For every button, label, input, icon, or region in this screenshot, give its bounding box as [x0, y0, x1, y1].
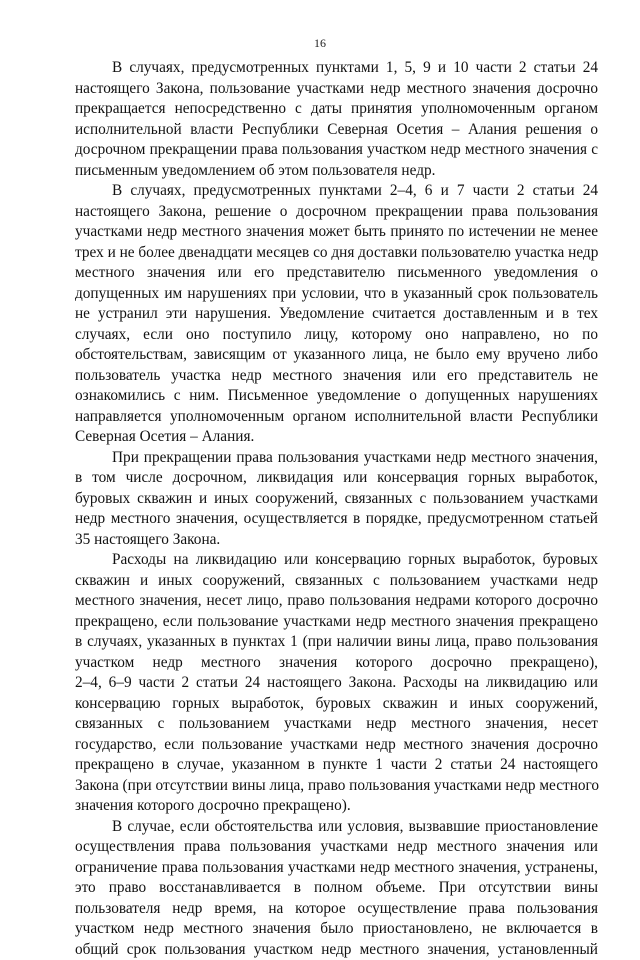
- text-line: пользователь участка недр местного значения или его представитель не: [75, 366, 598, 387]
- text-line: в случаях, указанных в пунктах 1 (при наличии вины лица, право пользования: [75, 632, 598, 653]
- paragraph: [75, 181, 598, 448]
- text-line: буровых скважин и иных сооружений, связанных с пользованием участками: [75, 489, 598, 510]
- text-line: досрочном прекращении права пользования участком недр местного значения с: [75, 140, 598, 161]
- text-line: местного значения, несет лицо, право пользования недрами которого досрочно: [75, 591, 598, 612]
- text-line: не устранил эти нарушения. Уведомление считается доставленным и в тех: [75, 304, 598, 325]
- text-line: Расходы на ликвидацию или консервацию горных выработок, буровых: [75, 550, 598, 571]
- text-line: исполнительной власти Республики Северная Осетия – Алания решения о: [75, 120, 598, 141]
- text-line: это право восстанавливается в полном объеме. При отсутствии вины: [75, 878, 598, 899]
- text-line: пользователя недр время, на которое осуществление права пользования: [75, 899, 598, 920]
- text-line: В случае, если обстоятельства или условия, вызвавшие приостановление: [75, 817, 598, 838]
- text-line: допущенных им нарушениях при условии, что в указанный срок пользователь: [75, 284, 598, 305]
- text-line: участком недр местного значения было приостановлено, не включается в: [75, 919, 598, 940]
- text-line: настоящего Закона, пользование участками недр местного значения досрочно: [75, 79, 598, 100]
- text-line: обстоятельствам, зависящим от указанного лица, не было ему вручено либо: [75, 345, 598, 366]
- page-number: 16: [0, 36, 640, 51]
- text-line: 35 настоящего Закона.: [75, 530, 598, 551]
- text-line: трех и не более двенадцати месяцев со дня доставки пользователю участка недр: [75, 243, 598, 264]
- paragraph: [75, 58, 598, 181]
- text-line: значения которого досрочно прекращено).: [75, 796, 598, 817]
- paragraph: [75, 550, 598, 817]
- document-body: [75, 58, 598, 960]
- text-line: общий срок пользования участком недр местного значения, установленный: [75, 940, 598, 960]
- text-line: скважин и иных сооружений, связанных с пользованием участками недр: [75, 571, 598, 592]
- paragraph: [75, 448, 598, 551]
- text-line: Северная Осетия – Алания.: [75, 427, 598, 448]
- text-line: в том числе досрочном, ликвидация или консервация горных выработок,: [75, 468, 598, 489]
- text-line: недр местного значения, осуществляется в порядке, предусмотренном статьей: [75, 509, 598, 530]
- text-line: государство, если пользование участками недр местного значения досрочно: [75, 735, 598, 756]
- text-line: консервацию горных выработок, буровых скважин и иных сооружений,: [75, 694, 598, 715]
- text-line: участками недр местного значения может быть принято по истечении не менее: [75, 222, 598, 243]
- text-line: прекращается непосредственно с даты принятия уполномоченным органом: [75, 99, 598, 120]
- text-line: В случаях, предусмотренных пунктами 2–4, 6 и 7 части 2 статьи 24: [75, 181, 598, 202]
- text-line: 2–4, 6–9 части 2 статьи 24 настоящего Закона. Расходы на ликвидацию или: [75, 673, 598, 694]
- text-line: ограничение права пользования участками недр местного значения, устранены,: [75, 858, 598, 879]
- text-line: В случаях, предусмотренных пунктами 1, 5, 9 и 10 части 2 статьи 24: [75, 58, 598, 79]
- text-line: случаях, если оно поступило лицу, которому оно направлено, но по: [75, 325, 598, 346]
- text-line: Закона (при отсутствии вины лица, право пользования участками недр местного: [75, 776, 598, 797]
- text-line: осуществления права пользования участками недр местного значения или: [75, 837, 598, 858]
- text-line: местного значения или его представителю письменного уведомления о: [75, 263, 598, 284]
- text-line: прекращено в случае, указанном в пункте 1 части 2 статьи 24 настоящего: [75, 755, 598, 776]
- text-line: ознакомились с ним. Письменное уведомление о допущенных нарушениях: [75, 386, 598, 407]
- text-line: письменным уведомлением об этом пользователя недр.: [75, 161, 598, 182]
- text-line: прекращено, если пользование участками недр местного значения прекращено: [75, 612, 598, 633]
- text-line: участком недр местного значения которого досрочно прекращено),: [75, 653, 598, 674]
- text-line: При прекращении права пользования участками недр местного значения,: [75, 448, 598, 469]
- paragraph: [75, 817, 598, 960]
- text-line: настоящего Закона, решение о досрочном прекращении права пользования: [75, 202, 598, 223]
- text-line: направляется уполномоченным органом исполнительной власти Республики: [75, 407, 598, 428]
- text-line: связанных с пользованием участками недр местного значения, несет: [75, 714, 598, 735]
